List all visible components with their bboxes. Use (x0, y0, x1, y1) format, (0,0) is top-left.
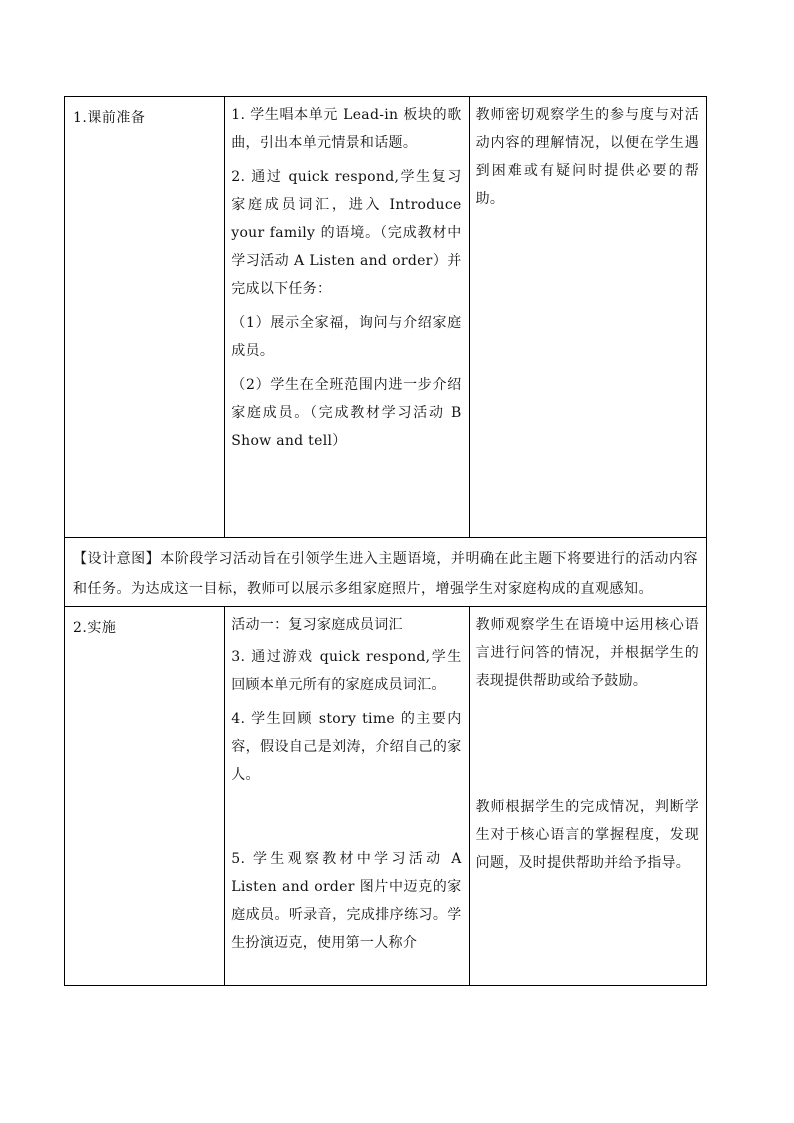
stage-label: 2.实施 (73, 620, 117, 636)
activity-item: 2. 通过 quick respond,学生复习家庭成员词汇，进入 Introduce your family 的语境。（完成教材中学习活动 A Listen and order）并完成以下任务： (231, 169, 462, 297)
lesson-plan-table (64, 96, 707, 986)
lesson-plan-page (64, 96, 707, 986)
activity-item: 4. 学生回顾 story time 的主要内容，假设自己是刘涛，介绍自己的家人。 (231, 711, 462, 783)
activity-title: 活动一：复习家庭成员词汇 (231, 617, 403, 633)
activity-item: 1. 学生唱本单元 Lead-in 板块的歌曲，引出本单元情景和话题。 (231, 107, 462, 151)
design-intent-cell (65, 538, 707, 607)
table-row-design-intent (65, 538, 707, 607)
teacher-note: 教师密切观察学生的参与度与对活动内容的理解情况，以便在学生遇到困难或有疑问时提供必要的帮助。 (475, 107, 699, 207)
activity-item: 3. 通过游戏 quick respond,学生回顾本单元所有的家庭成员词汇。 (231, 649, 462, 693)
teacher-note: 教师观察学生在语境中运用核心语言进行问答的情况，并根据学生的表现提供帮助或给予鼓励。 (475, 617, 699, 689)
activity-item: （2）学生在全班范围内进一步介绍家庭成员。（完成教材学习活动 B Show and tell） (231, 377, 462, 449)
student-activities-cell (225, 607, 469, 986)
stage-cell (65, 607, 225, 986)
table-row-preparation (65, 97, 707, 538)
teacher-notes-cell (469, 607, 706, 986)
activity-item: （1）展示全家福，询问与介绍家庭成员。 (231, 315, 462, 359)
activity-item: 5. 学生观察教材中学习活动 A Listen and order 图片中迈克的家庭成员。听录音，完成排序练习。学生扮演迈克，使用第一人称介 (231, 851, 462, 951)
stage-cell (65, 97, 225, 538)
stage-label: 1.课前准备 (73, 110, 146, 126)
teacher-note: 教师根据学生的完成情况，判断学生对于核心语言的掌握程度，发现问题，及时提供帮助并给予指导。 (475, 799, 699, 871)
table-row-implementation (65, 607, 707, 986)
design-intent-text: 【设计意图】本阶段学习活动旨在引领学生进入主题语境，并明确在此主题下将要进行的活动内容和任务。为达成这一目标，教师可以展示多组家庭照片，增强学生对家庭构成的直观感知。 (73, 551, 698, 597)
student-activities-cell (225, 97, 469, 538)
teacher-notes-cell (469, 97, 706, 538)
